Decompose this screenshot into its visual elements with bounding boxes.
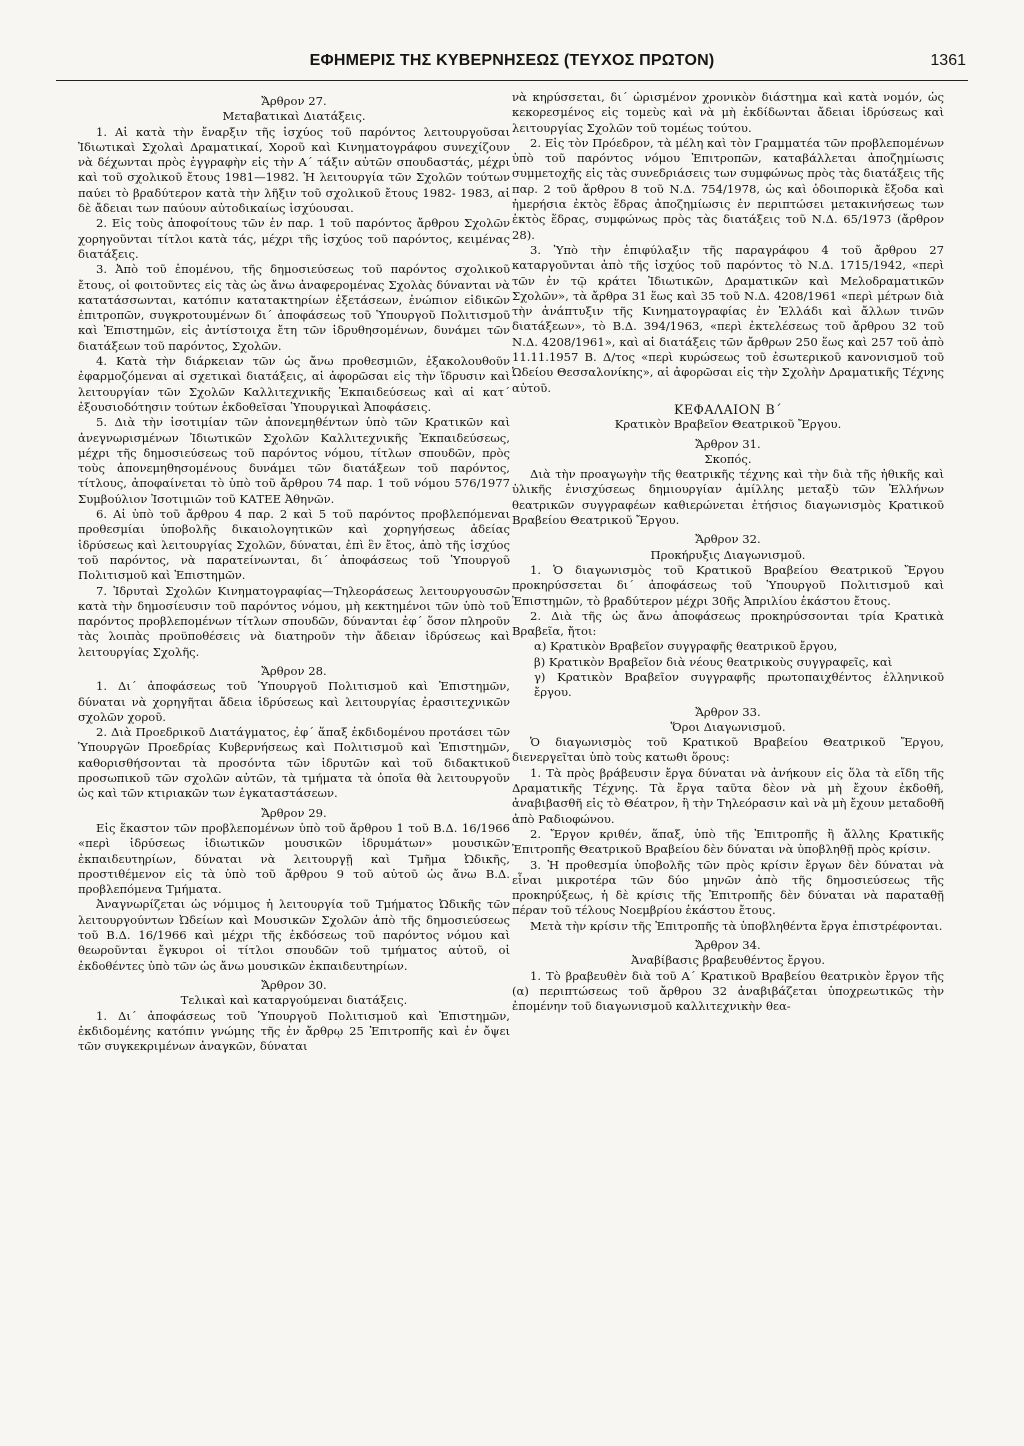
paragraph-continued: νὰ κηρύσσεται, δι΄ ὡρισμένον χρονικὸν διάστημα καὶ κατὰ νομόν, ὡς κεκορεσμένος εἰς τομεὺς καὶ νὰ μὴ ἐκδίδωνται ἄδειαι ἱδρύσεως καὶ λειτουργίας Σχολῶν τοῦ τομέως τούτου. [512, 90, 944, 135]
chapter-heading: ΚΕΦΑΛΑΙΟΝ Β΄ [673, 401, 783, 417]
page-header [56, 50, 968, 81]
left-column [78, 90, 510, 1430]
article-heading: Ἄρθρον 34. [695, 938, 761, 953]
paragraph: 1. Δι΄ ἀποφάσεως τοῦ Ὑπουργοῦ Πολιτισμοῦ καὶ Ἐπιστημῶν, ἐκδιδομένης κατόπιν γνώμης τῆς ἐν ἄρθρῳ 25 Ἐπιτροπῆς καὶ ἐν ὄψει τῶν συγκεκριμένων ἀναγκῶν, δύναται [78, 1008, 510, 1054]
section-subtitle: Μεταβατικαὶ Διατάξεις. [222, 109, 366, 124]
paragraph: 1. Τὸ βραβευθὲν διὰ τοῦ Α΄ Κρατικοῦ Βραβείου θεατρικὸν ἔργον τῆς (α) περιπτώσεως τοῦ ἄρθρου 32 ἀναβιβάζεται ὑποχρεωτικῶς τὴν ἐπομένην τοῦ διαγωνισμοῦ καλλιτεχνικὴν θεα- [512, 968, 944, 1014]
article-heading: Ἄρθρον 30. [261, 977, 327, 992]
paragraph: 4. Κατὰ τὴν διάρκειαν τῶν ὡς ἄνω προθεσμιῶν, ἐξακολουθοῦν ἐφαρμοζόμεναι αἱ σχετικαὶ διατάξεις, αἱ ἀφορῶσαι εἰς τὴν ἵδρυσιν καὶ λειτουργίαν τῶν Σχολῶν Καλλιτεχνικῆς Ἐκπαιδεύσεως καὶ αἱ κατ΄ ἐξουσιοδότησιν τούτων ἐκδοθεῖσαι Ὑπουργικαὶ Ἀποφάσεις. [78, 354, 510, 414]
paragraph: 2. Διὰ τῆς ὡς ἄνω ἀποφάσεως προκηρύσσονται τρία Κρατικὰ Βραβεῖα, ἤτοι: [512, 608, 944, 639]
article-heading: Ἄρθρον 32. [695, 532, 761, 547]
article-heading: Ἄρθρον 33. [695, 704, 761, 719]
paragraph: 3. Ἀπὸ τοῦ ἐπομένου, τῆς δημοσιεύσεως τοῦ παρόντος σχολικοῦ ἔτους, οἱ φοιτοῦντες εἰς τὰς ὡς ἄνω ἀναφερομένας Σχολὰς δύνανται νὰ κατατάσσωνται, κατόπιν κατατακτηρίων ἐξετάσεων, ἐνώπιον εἰδικῶν ἐπιτροπῶν, συγκροτουμένων δι΄ ἀποφάσεως τοῦ Ὑπουργοῦ Πολιτισμοῦ καὶ Ἐπιστημῶν, εἰς ἀντίστοιχα ἔτη τῶν ἱδρυθησομένων, δυνάμει τῶν διατάξεων τοῦ παρόντος, Σχολῶν. [78, 262, 510, 353]
section-subtitle: Προκήρυξις Διαγωνισμοῦ. [650, 547, 806, 562]
paragraph: Μετὰ τὴν κρίσιν τῆς Ἐπιτροπῆς τὰ ὑποβληθέντα ἔργα ἐπιστρέφονται. [530, 918, 943, 933]
paragraph: 2. Εἰς τοὺς ἀποφοίτους τῶν ἐν παρ. 1 τοῦ παρόντος ἄρθρου Σχολῶν χορηγοῦνται τίτλοι κατὰ τάς, μέχρι τῆς ἰσχύος τοῦ παρόντος, κειμένας διατάξεις. [78, 216, 510, 261]
list-item: β) Κρατικὸν Βραβεῖον διὰ νέους θεατρικοὺς συγγραφεῖς, καὶ [534, 654, 893, 669]
paragraph: 1. Ὁ διαγωνισμὸς τοῦ Κρατικοῦ Βραβείου Θεατρικοῦ Ἔργου προκηρύσσεται δι΄ ἀποφάσεως τοῦ Ὑπουργοῦ Πολιτισμοῦ καὶ Ἐπιστημῶν, τὸ βραδύτερον μέχρι 30ῆς Ἀπριλίου ἑκάστου ἔτους. [512, 562, 944, 608]
paragraph: 3. Ὑπὸ τὴν ἐπιφύλαξιν τῆς παραγράφου 4 τοῦ ἄρθρου 27 καταργοῦνται ἀπὸ τῆς ἰσχύος τοῦ παρόντος τὸ Ν.Δ. 1715/1942, «περὶ τῶν ἐν τῷ κράτει Ἰδιωτικῶν, Δραματικῶν καὶ Μελοδραματικῶν Σχολῶν», τὰ ἄρθρα 31 ἕως καὶ 35 τοῦ Ν.Δ. 4208/1961 «περὶ μέτρων διὰ τὴν ἀνάπτυξιν τῆς Κινηματογραφίας ἐν Ἑλλάδι καὶ ἄλλων τινῶν διατάξεων», τὸ Β.Δ. 394/1963, «περὶ ἐκτελέσεως τοῦ ἄρθρου 32 τοῦ Ν.Δ. 4208/1961», καὶ αἱ διατάξεις τῶν ἄρθρων 250 ἕως καὶ 257 τοῦ ἀπὸ 11.11.1957 Β. Δ/τος «περὶ κυρώσεως τοῦ ἐσωτερικοῦ κανονισμοῦ τοῦ Ὠδείου Θεσσαλονίκης», αἱ ἀφορῶσαι εἰς τὴν Σχολὴν Δραματικῆς Τέχνης αὐτοῦ. [512, 242, 944, 395]
page-number: 1361 [930, 52, 966, 69]
paragraph: 1. Δι΄ ἀποφάσεως τοῦ Ὑπουργοῦ Πολιτισμοῦ καὶ Ἐπιστημῶν, δύναται νὰ χορηγῆται ἄδεια ἱδρύσεως καὶ λειτουργίας ἐρασιτεχνικῶν σχολῶν χοροῦ. [78, 679, 510, 724]
paragraph: 5. Διὰ τὴν ἰσοτιμίαν τῶν ἀπονεμηθέντων ὑπὸ τῶν Κρατικῶν καὶ ἀνεγνωρισμένων Ἰδιωτικῶν Σχολῶν Καλλιτεχνικῆς Ἐκπαιδεύσεως, μέχρι τῆς δημοσιεύσεως τοῦ παρόντος νόμου, τίτλων σπουδῶν, πρὸς τοὺς ἀπονεμηθησομένους δυνάμει τῶν διατάξεων τοῦ παρόντος, τίτλους, ἀποφαίνεται τὸ ὑπὸ τοῦ ἄρθρου 74 παρ. 1 τοῦ νόμου 576/1977 Συμβούλιον Ἰσοτιμιῶν τοῦ ΚΑΤΕΕ Ἀθηνῶν. [78, 415, 510, 506]
paragraph: 1. Αἱ κατὰ τὴν ἔναρξιν τῆς ἰσχύος τοῦ παρόντος λειτουργοῦσαι Ἰδιωτικαὶ Σχολαὶ Δραματικαί, Χοροῦ καὶ Κινηματογράφου συνεχίζουν νὰ δέχωνται πρὸς ἐγγραφὴν εἰς τὴν Α΄ τάξιν αὐτῶν σπουδαστάς, μέχρι καὶ τοῦ σχολικοῦ ἔτους 1981—1982. Ἡ λειτουργία τῶν Σχολῶν τούτων παύει τὸ βραδύτερον κατὰ τὴν λῆξιν τοῦ σχολικοῦ ἔτους 1982- 1983, αἱ δὲ ἄδειαι των παύουν αὐτοδικαίως ἰσχύουσαι. [78, 124, 510, 216]
right-column [512, 90, 944, 1430]
list-item: γ) Κρατικὸν Βραβεῖον συγγραφῆς πρωτοπαιχθέντος ἑλληνικοῦ ἔργου. [534, 669, 944, 700]
article-heading: Ἄρθρον 31. [695, 436, 761, 451]
section-subtitle: Ὅροι Διαγωνισμοῦ. [670, 719, 786, 734]
paragraph: 3. Ἡ προθεσμία ὑποβολῆς τῶν πρὸς κρίσιν ἔργων δὲν δύναται νὰ εἶναι μικροτέρα τῶν δύο μηνῶν ἀπὸ τῆς δημοσιεύσεως τῆς προκηρύξεως, ἡ δὲ κρίσις τῆς Ἐπιτροπῆς δὲν δύναται νὰ παραταθῇ πέραν τοῦ τέλους Νοεμβρίου ἑκάστου ἔτους. [512, 857, 944, 918]
paragraph: Ἀναγνωρίζεται ὡς νόμιμος ἡ λειτουργία τοῦ Τμήματος Ὠδικῆς τῶν λειτουργούντων Ὠδείων καὶ Μουσικῶν Σχολῶν ἀπὸ τῆς δημοσιεύσεως τοῦ Β.Δ. 16/1966 καὶ μέχρι τῆς ἐκδόσεως τοῦ παρόντος νόμου καὶ θεωροῦνται ἔγκυροι οἱ τίτλοι σπουδῶν τοῦ τμήματος αὐτοῦ, οἱ ἐκδοθέντες ὑπὸ τῶν ὡς ἄνω μουσικῶν ἐκπαιδευτηρίων. [78, 897, 510, 973]
article-heading: Ἄρθρον 29. [261, 805, 327, 820]
paragraph: 1. Τὰ πρὸς βράβευσιν ἔργα δύναται νὰ ἀνήκουν εἰς ὅλα τὰ εἴδη τῆς Δραματικῆς Τέχνης. Τὰ ἔργα ταῦτα δὲον νὰ μὴ ἔχουν ἐκδοθῆ, ἀναβιβασθῆ εἰς τὸ Θέατρον, ἢ τὴν Τηλεόρασιν καὶ νὰ μὴ ἔχουν μεταδοθῆ ἀπὸ Ραδιοφώνου. [512, 765, 944, 826]
paragraph: 7. Ἱδρυταὶ Σχολῶν Κινηματογραφίας—Τηλεοράσεως λειτουργουσῶν κατὰ τὴν δημοσίευσιν τοῦ παρόντος νόμου, μὴ κεκτημένοι τῶν ὑπὸ τοῦ παρόντος προβλεπομένων τίτλων σπουδῶν, δύνανται ἐφ΄ ὅσον πληροῦν τὰς λοιπὰς προϋποθέσεις νὰ διατηροῦν τὴν ἄδειαν ἱδρύσεως καὶ λειτουργίας Σχολῆς. [78, 583, 510, 659]
paragraph: 2. Ἔργον κριθέν, ἅπαξ, ὑπὸ τῆς Ἐπιτροπῆς ἢ ἄλλης Κρατικῆς Ἐπιτροπῆς Θεατρικοῦ Βραβείου δὲν δύναται νὰ ὑποβληθῇ πρὸς κρίσιν. [512, 826, 944, 857]
article-heading: Ἄρθρον 27. [261, 94, 327, 108]
section-subtitle: Κρατικὸν Βραβεῖον Θεατρικοῦ Ἔργου. [614, 417, 842, 432]
header-title: ΕΦΗΜΕΡΙΣ ΤΗΣ ΚΥΒΕΡΝΗΣΕΩΣ (ΤΕΥΧΟΣ ΠΡΩΤΟΝ) [309, 52, 715, 69]
article-heading: Ἄρθρον 28. [261, 663, 327, 678]
section-subtitle: Τελικαὶ καὶ καταργούμεναι διατάξεις. [180, 993, 408, 1008]
paragraph: 2. Διὰ Προεδρικοῦ Διατάγματος, ἐφ΄ ἅπαξ ἐκδιδομένου προτάσει τῶν Ὑπουργῶν Προεδρίας Κυβερνήσεως καὶ Πολιτισμοῦ καὶ Ἐπιστημῶν, καθορισθήσονται τὰ προσόντα τῶν ἱδρυτῶν καὶ τοῦ διδακτικοῦ προσωπικοῦ τῶν σχολῶν αὐτῶν, τὰ τμήματα τὰ ὁποῖα θὰ λειτουργοῦν ὡς καὶ τῶν κτιριακῶν των ἐγκαταστάσεων. [78, 725, 510, 801]
section-subtitle: Ἀναβίβασις βραβευθέντος ἔργου. [630, 953, 826, 968]
paragraph: 2. Εἰς τὸν Πρόεδρον, τὰ μέλη καὶ τὸν Γραμματέα τῶν προβλεπομένων ὑπὸ τοῦ παρόντος νόμου Ἐπιτροπῶν, καταβάλλεται ἀποζημίωσις συμμετοχῆς εἰς τὰς συνεδριάσεις των συμφώνως πρὸς τὰς διατάξεις τῆς παρ. 2 τοῦ ἄρθρου 8 τοῦ Ν.Δ. 754/1978, ὡς καὶ ὁδοιπορικὰ ἔξοδα καὶ ἡμερήσια ἐκτὸς ἕδρας ἀποζημίωσις ἐν περιπτώσει μετακινήσεως των ἐκτὸς ἕδρας, συμφώνως πρὸς τὰς διατάξεις τοῦ Ν.Δ. 65/1973 (ἄρθρον 28). [512, 135, 944, 242]
list-item: α) Κρατικὸν Βραβεῖον συγγραφῆς θεατρικοῦ ἔργου, [534, 639, 838, 654]
section-subtitle: Σκοπός. [704, 451, 752, 466]
paragraph: Διὰ τὴν προαγωγὴν τῆς θεατρικῆς τέχνης καὶ τὴν διὰ τῆς ἠθικῆς καὶ ὑλικῆς ἐνισχύσεως δημιουργίαν ἁμίλλης μεταξὺ τῶν Ἑλλήνων θεατρικῶν συγγραφέων καθιερώνεται ἐτήσιος διαγωνισμὸς Κρατικοῦ Βραβείου Θεατρικοῦ Ἔργου. [512, 467, 944, 528]
paragraph: Ὁ διαγωνισμὸς τοῦ Κρατικοῦ Βραβείου Θεατρικοῦ Ἔργου, διενεργεῖται ὑπὸ τοὺς κατωθι ὅρους: [512, 735, 944, 765]
paragraph: 6. Αἱ ὑπὸ τοῦ ἄρθρου 4 παρ. 2 καὶ 5 τοῦ παρόντος προβλεπόμεναι προθεσμίαι ὑποβολῆς δικαιολογητικῶν καὶ χορηγήσεως ἀδείας ἱδρύσεως καὶ λειτουργίας Σχολῶν, δύναται, ἐπὶ ἓν ἔτος, ἀπὸ τῆς ἰσχύος τοῦ παρόντος, νὰ παρατείνωνται, δι΄ ἀποφάσεως τοῦ Ὑπουργοῦ Πολιτισμοῦ καὶ Ἐπιστημῶν. [78, 507, 510, 583]
paragraph: Εἰς ἕκαστον τῶν προβλεπομένων ὑπὸ τοῦ ἄρθρου 1 τοῦ Β.Δ. 16/1966 «περὶ ἱδρύσεως ἰδιωτικῶν μουσικῶν ἱδρυμάτων» μουσικῶν ἐκπαιδευτηρίων, δύναται νὰ λειτουργῇ καὶ Τμῆμα Ὠδικῆς, προστιθέμενον εἰς τὰ ὑπὸ τοῦ ἄρθρου 9 τοῦ αὐτοῦ ὡς ἄνω Β.Δ. προβλεπόμενα Τμήματα. [78, 820, 510, 897]
